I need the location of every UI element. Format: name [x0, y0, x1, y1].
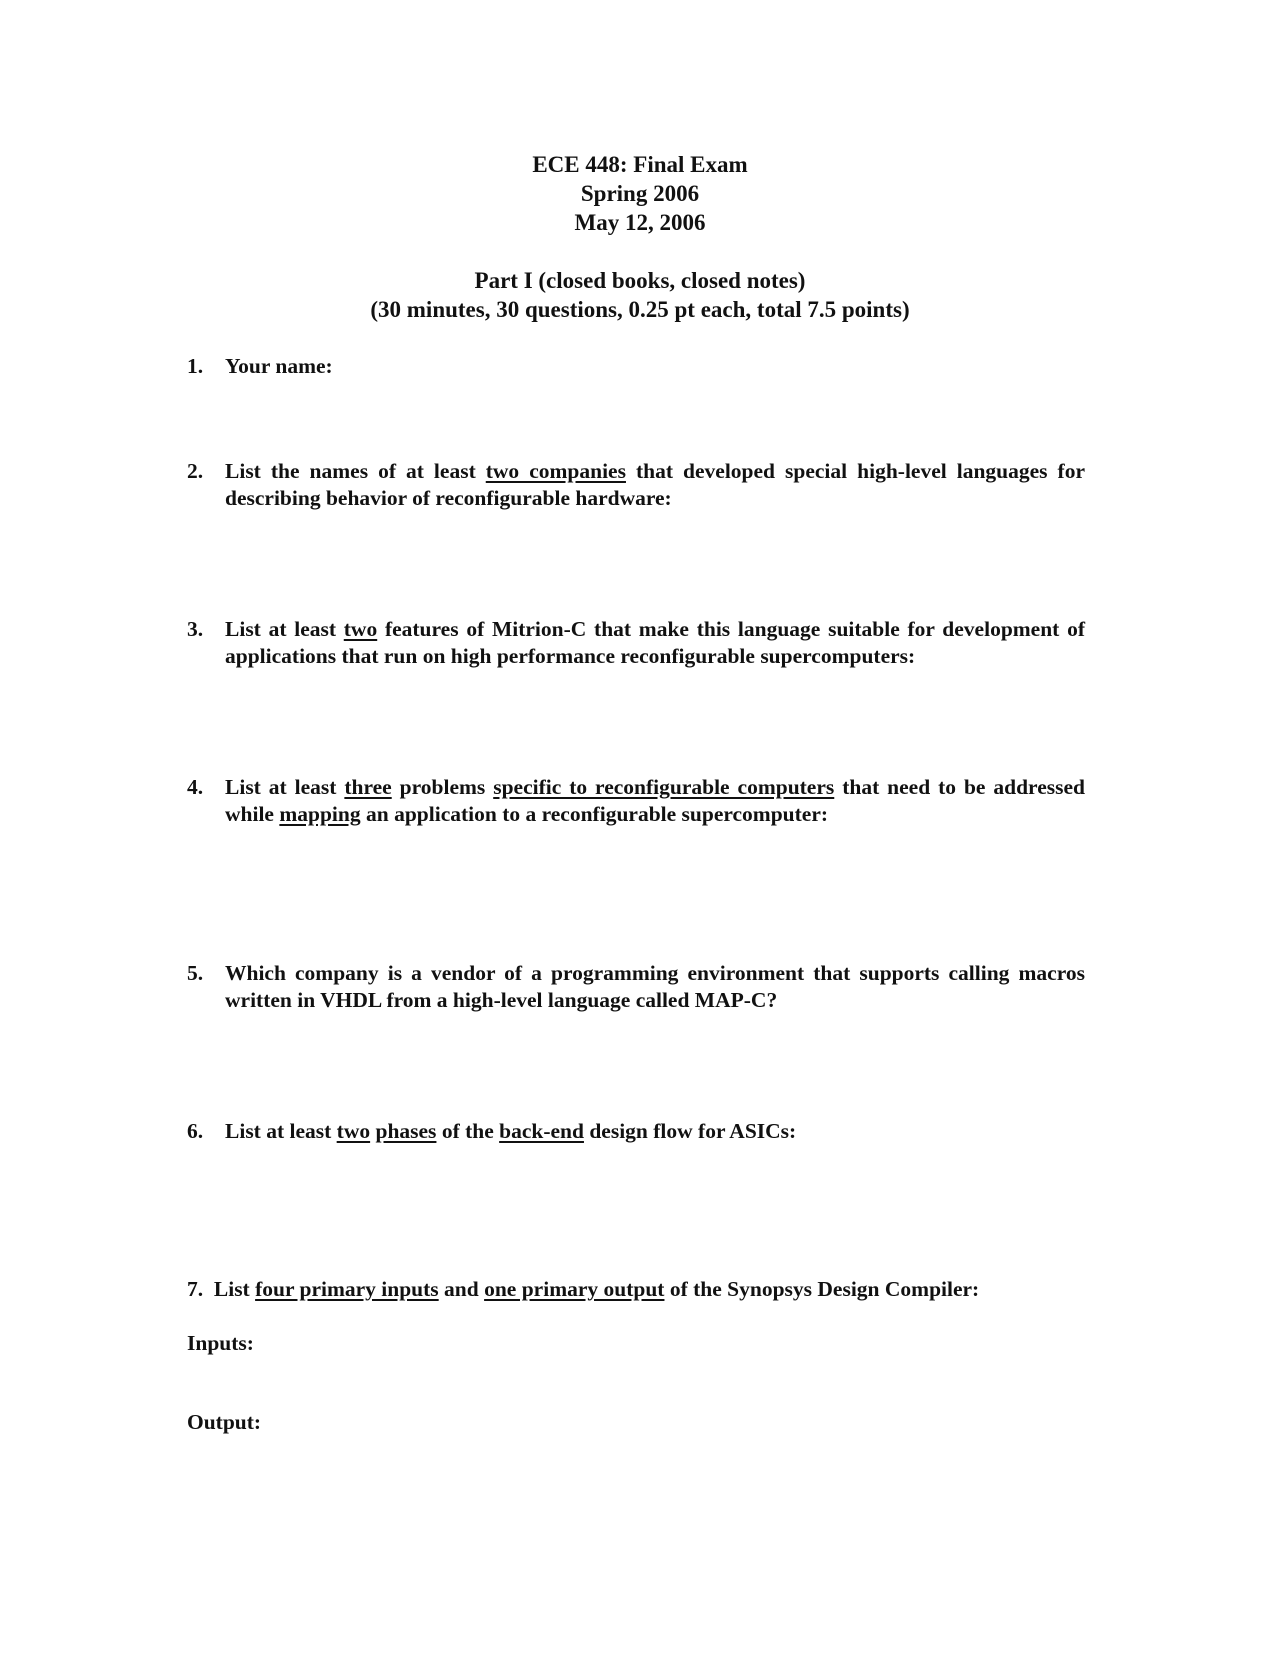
question-4: [187, 774, 1085, 828]
underlined-text: four primary inputs: [255, 1277, 439, 1301]
underlined-text: two companies: [485, 459, 626, 483]
question-text: [225, 458, 1085, 512]
text-run: problems: [391, 775, 494, 799]
part-title: Part I (closed books, closed notes): [474, 268, 806, 293]
underlined-text: back-end: [499, 1119, 584, 1143]
output-label: Output:: [187, 1410, 262, 1434]
question-1: [187, 353, 1085, 380]
underlined-text: phases: [375, 1119, 437, 1143]
inputs-label: Inputs:: [187, 1331, 254, 1355]
question-number: 2.: [187, 459, 204, 483]
exam-semester: Spring 2006: [580, 181, 700, 206]
underlined-text: mapping: [279, 802, 361, 826]
question-text: [225, 1118, 1085, 1145]
text-run: that need to be addressed while: [225, 775, 1085, 826]
underlined-text: one primary output: [484, 1277, 665, 1301]
text-run: List at least: [225, 617, 344, 641]
question-number: 6.: [187, 1119, 204, 1143]
text-run: design flow for ASICs:: [583, 1119, 797, 1143]
question-text: Your name:: [225, 354, 333, 378]
text-run: List at least: [225, 1119, 337, 1143]
question-text: Which company is a vendor of a programming environment that supports calling macros written in VHDL from a high-level language called MAP-C?: [225, 961, 1085, 1012]
question-6: [187, 1118, 1085, 1145]
text-run: of the Synopsys Design Compiler:: [664, 1277, 980, 1301]
question-3: [187, 616, 1085, 670]
text-run: and: [438, 1277, 485, 1301]
question-number: 1.: [187, 354, 204, 378]
text-run: List the names of at least: [225, 459, 486, 483]
question-text: [225, 616, 1085, 670]
question-7: [187, 1276, 979, 1303]
text-run: List: [213, 1277, 256, 1301]
text-run: features of Mitrion-C that make this language suitable for development of applications that run on high performance reconfigurable supercomputers:: [225, 617, 1085, 668]
exam-header: [0, 150, 1280, 237]
question-number: 3.: [187, 617, 204, 641]
underlined-text: two: [336, 1119, 371, 1143]
text-run: an application to a reconfigurable supercomputer:: [360, 802, 829, 826]
question-number: 5.: [187, 961, 204, 985]
question-2: [187, 458, 1085, 512]
question-5: [187, 960, 1085, 1014]
text-run: that developed special high-level languages for describing behavior of reconfigurable hardware:: [225, 459, 1086, 510]
text-run: List at least: [225, 775, 345, 799]
exam-title: ECE 448: Final Exam: [532, 152, 748, 177]
part-header: [0, 266, 1280, 324]
question-number: 7.: [187, 1277, 204, 1301]
underlined-text: specific to reconfigurable computers: [493, 775, 835, 799]
question-text: [225, 774, 1085, 828]
text-run: of the: [436, 1119, 500, 1143]
question-number: 4.: [187, 775, 204, 799]
underlined-text: two: [343, 617, 378, 641]
exam-date: May 12, 2006: [574, 210, 706, 235]
part-details: (30 minutes, 30 questions, 0.25 pt each, total 7.5 points): [370, 297, 910, 322]
underlined-text: three: [344, 775, 392, 799]
